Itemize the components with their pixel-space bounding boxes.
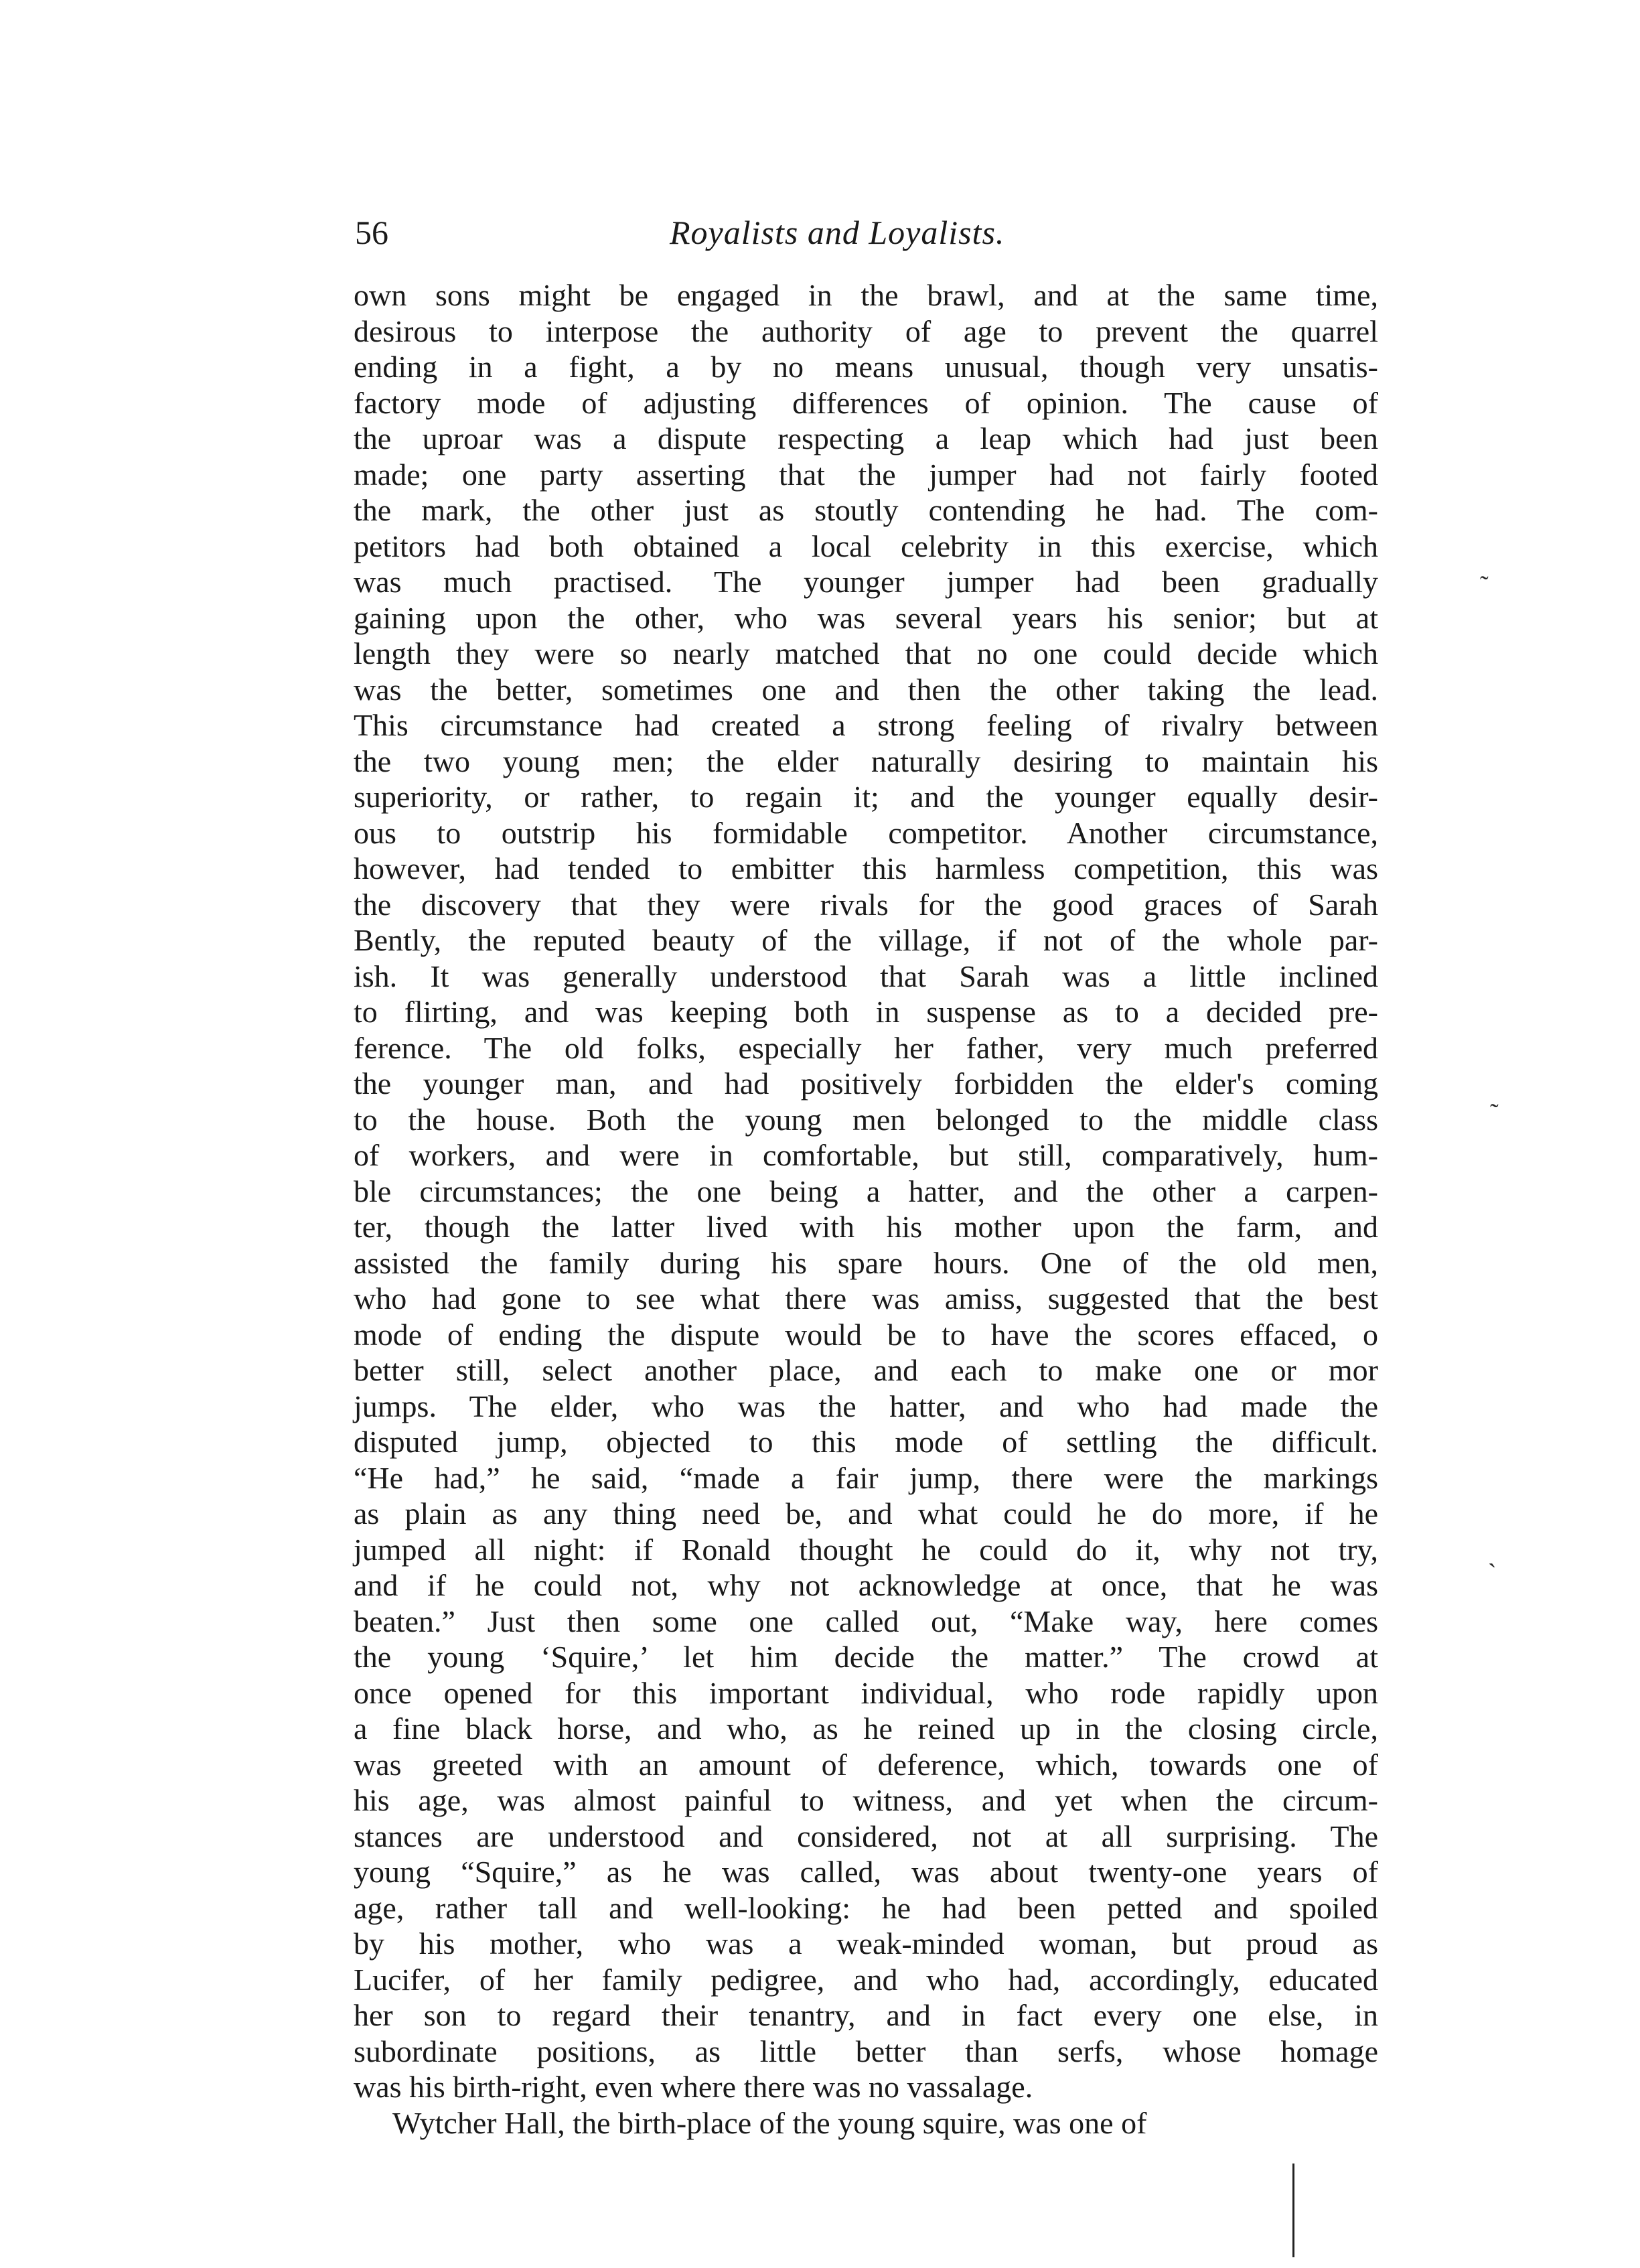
text-line: the younger man, and had positively forbidden the elder's coming (354, 1066, 1378, 1101)
text-line: Lucifer, of her family pedigree, and who had, accordingly, educated (354, 1962, 1378, 1997)
text-line: of workers, and were in comfortable, but still, comparatively, hum- (354, 1138, 1378, 1172)
text-line: was greeted with an amount of deference, which, towards one of (354, 1747, 1378, 1782)
text-line: “He had,” he said, “made a fair jump, there were the markings (354, 1460, 1378, 1495)
text-line: mode of ending the dispute would be to have the scores effaced, o (354, 1317, 1378, 1352)
text-line: her son to regard their tenantry, and in fact every one else, in (354, 1998, 1378, 2032)
text-line: the young ‘Squire,’ let him decide the matter.” The crowd at (354, 1640, 1378, 1674)
text-line: made; one party asserting that the jumper had not fairly footed (354, 457, 1378, 492)
text-line: better still, select another place, and each to make one or mor (354, 1353, 1378, 1387)
gutter-rule (1292, 2164, 1294, 2257)
text-line: the two young men; the elder naturally desiring to maintain his (354, 743, 1378, 778)
text-line: subordinate positions, as little better than serfs, whose homage (354, 2034, 1378, 2068)
text-line: was the better, sometimes one and then the other taking the lead. (354, 672, 1378, 707)
body-text (354, 277, 1378, 2141)
text-line: and if he could not, why not acknowledge at once, that he was (354, 1568, 1378, 1602)
text-line: a fine black horse, and who, as he reined up in the closing circle, (354, 1711, 1378, 1746)
text-line: own sons might be engaged in the brawl, and at the same time, (354, 278, 1378, 312)
text-line: ish. It was generally understood that Sarah was a little inclined (354, 959, 1378, 993)
text-line: the uproar was a dispute respecting a leap which had just been (354, 421, 1378, 455)
text-line: was his birth-right, even where there was no vassalage. (354, 2070, 1033, 2104)
text-line: desirous to interpose the authority of age to prevent the quarrel (354, 313, 1378, 348)
text-line: once opened for this important individual, who rode rapidly upon (354, 1675, 1378, 1710)
text-line: ending in a fight, a by no means unusual, though very unsatis- (354, 350, 1378, 384)
margin-mark: ˜ (1480, 571, 1489, 599)
text-line: as plain as any thing need be, and what could he do more, if he (354, 1496, 1378, 1531)
text-line: ference. The old folks, especially her father, very much preferred (354, 1030, 1378, 1065)
text-line: superiority, or rather, to regain it; and the younger equally desir- (354, 780, 1378, 814)
text-line: by his mother, who was a weak-minded woman, but proud as (354, 1926, 1378, 1961)
text-line: who had gone to see what there was amiss, suggested that the best (354, 1281, 1378, 1316)
text-line: disputed jump, objected to this mode of settling the difficult. (354, 1425, 1378, 1459)
text-line: assisted the family during his spare hours. One of the old men, (354, 1245, 1378, 1280)
text-line: however, had tended to embitter this harmless competition, this was (354, 851, 1378, 885)
text-line: gaining upon the other, who was several years his senior; but at (354, 600, 1378, 635)
text-line: length they were so nearly matched that no one could decide which (354, 636, 1378, 670)
text-line: to flirting, and was keeping both in suspense as to a decided pre- (354, 995, 1378, 1029)
text-line: the discovery that they were rivals for the good graces of Sarah (354, 887, 1378, 922)
text-line: ous to outstrip his formidable competitor. Another circumstance, (354, 815, 1378, 850)
text-line: This circumstance had created a strong feeling of rivalry between (354, 708, 1378, 742)
margin-mark: ˎ (1488, 1540, 1497, 1568)
text-line: the mark, the other just as stoutly contending he had. The com- (354, 493, 1378, 527)
text-line: jumped all night: if Ronald thought he could do it, why not try, (354, 1532, 1378, 1567)
running-title: Royalists and Loyalists. (670, 214, 1005, 251)
page-number: 56 (355, 214, 388, 251)
text-line: his age, was almost painful to witness, and yet when the circum- (354, 1783, 1378, 1817)
page-header (355, 213, 1380, 267)
margin-mark: ˜ (1490, 1099, 1499, 1127)
text-line: stances are understood and considered, not at all surprising. The (354, 1819, 1378, 1853)
text-line: was much practised. The younger jumper had been gradually (354, 565, 1378, 599)
text-line: ble circumstances; the one being a hatter, and the other a carpen- (354, 1174, 1378, 1208)
text-line: beaten.” Just then some one called out, “Make way, here comes (354, 1604, 1378, 1638)
text-line: young “Squire,” as he was called, was about twenty-one years of (354, 1855, 1378, 1889)
text-line: jumps. The elder, who was the hatter, and who had made the (354, 1389, 1378, 1423)
text-line: Bently, the reputed beauty of the village, if not of the whole par- (354, 923, 1378, 957)
text-line: to the house. Both the young men belonged to the middle class (354, 1102, 1378, 1137)
text-line: petitors had both obtained a local celebrity in this exercise, which (354, 528, 1378, 563)
text-line: Wytcher Hall, the birth-place of the young squire, was one of (392, 2105, 1147, 2140)
text-line: ter, though the latter lived with his mother upon the farm, and (354, 1210, 1378, 1244)
text-line: age, rather tall and well-looking: he had been petted and spoiled (354, 1890, 1378, 1925)
text-line: factory mode of adjusting differences of opinion. The cause of (354, 385, 1378, 420)
